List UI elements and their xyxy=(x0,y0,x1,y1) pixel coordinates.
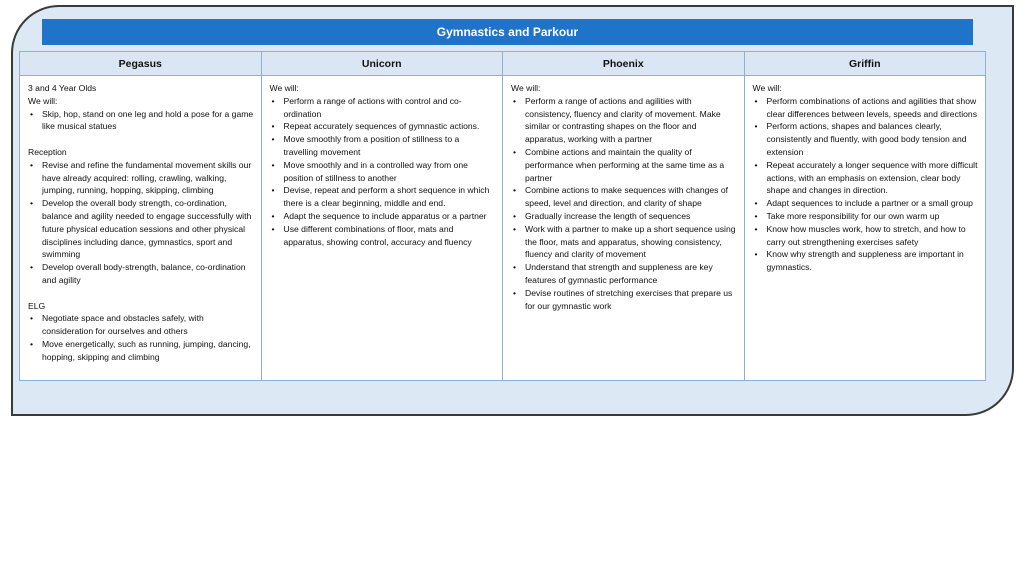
column-griffin xyxy=(745,52,986,380)
bullet-list xyxy=(270,95,497,249)
list-item: • Perform actions, shapes and balances clearly, consistently and fluently, with good body tension and extension xyxy=(753,120,980,158)
list-item: • Move smoothly from a position of stillness to a travelling movement xyxy=(270,133,497,159)
list-item: • Skip, hop, stand on one leg and hold a pose for a game like musical statues xyxy=(28,108,255,134)
column-body xyxy=(262,76,503,252)
bullet-list xyxy=(28,312,255,363)
column-phoenix xyxy=(503,52,745,380)
list-item: • Negotiate space and obstacles safely, with consideration for ourselves and others xyxy=(28,312,255,338)
we-will-label: We will: xyxy=(511,83,541,93)
list-item: • Repeat accurately sequences of gymnastic actions. xyxy=(270,120,497,133)
column-body xyxy=(745,76,986,278)
column-pegasus xyxy=(20,52,262,380)
list-item: • Devise routines of stretching exercises that prepare us for our gymnastic work xyxy=(511,287,738,313)
list-item: • Move smoothly and in a controlled way from one position of stillness to another xyxy=(270,159,497,185)
column-header: Unicorn xyxy=(262,52,503,76)
bullet-list xyxy=(753,95,980,274)
list-item: • Develop overall body-strength, balance, co-ordination and agility xyxy=(28,261,255,287)
list-item: • Repeat accurately a longer sequence with more difficult actions, with an emphasis on extension, clear body shape and changes in direction. xyxy=(753,159,980,197)
we-will-label: We will: xyxy=(269,83,299,93)
list-item: • Perform a range of actions and agilities with consistency, fluency and clarity of movement. Make similar or contrasting shapes on the floor and apparatus, working with a partner xyxy=(511,95,738,146)
section-label: ELG xyxy=(28,300,46,311)
list-item: • Adapt sequences to include a partner or a small group xyxy=(753,197,980,210)
page-title: Gymnastics and Parkour xyxy=(42,19,973,45)
list-item: • Move energetically, such as running, jumping, dancing, hopping, skipping and climbing xyxy=(28,338,255,364)
list-item: • Know why strength and suppleness are important in gymnastics. xyxy=(753,248,980,274)
list-item: • Develop the overall body strength, co-ordination, balance and agility needed to engage successfully with future physical education sessions and other physical disciplines including dance, gymnastics, sport and swimming xyxy=(28,197,255,261)
column-unicorn xyxy=(262,52,504,380)
we-will-label: We will: xyxy=(28,95,58,106)
list-item: • Know how muscles work, how to stretch, and how to carry out strengthening exercises safety xyxy=(753,223,980,249)
column-header: Griffin xyxy=(745,52,986,76)
section-label: Reception xyxy=(28,146,67,157)
column-body xyxy=(503,76,744,316)
list-item: • Adapt the sequence to include apparatus or a partner xyxy=(270,210,497,223)
bullet-list xyxy=(28,159,255,287)
list-item: • Perform combinations of actions and agilities that show clear differences between levels, speeds and directions xyxy=(753,95,980,121)
list-item: • Use different combinations of floor, mats and apparatus, showing control, accuracy and fluency xyxy=(270,223,497,249)
column-body xyxy=(20,76,261,368)
curriculum-table xyxy=(19,51,986,381)
list-item: • Work with a partner to make up a short sequence using the floor, mats and apparatus, showing consistency, fluency and clarity of movement xyxy=(511,223,738,261)
column-header: Pegasus xyxy=(20,52,261,76)
list-item: • Combine actions and maintain the quality of performance when performing at the same time as a partner xyxy=(511,146,738,184)
we-will-label: We will: xyxy=(752,83,782,93)
bullet-list xyxy=(511,95,738,313)
list-item: • Devise, repeat and perform a short sequence in which there is a clear beginning, middle and end. xyxy=(270,184,497,210)
list-item: • Combine actions to make sequences with changes of speed, level and direction, and clarity of shape xyxy=(511,184,738,210)
list-item: • Gradually increase the length of sequences xyxy=(511,210,738,223)
list-item: • Understand that strength and suppleness are key features of gymnastic performance xyxy=(511,261,738,287)
bullet-list xyxy=(28,108,255,134)
column-header: Phoenix xyxy=(503,52,744,76)
intro-text: 3 and 4 Year Olds xyxy=(28,83,97,93)
list-item: • Take more responsibility for our own warm up xyxy=(753,210,980,223)
list-item: • Perform a range of actions with control and co-ordination xyxy=(270,95,497,121)
list-item: • Revise and refine the fundamental movement skills our have already acquired: rolling, crawling, walking, jumping, running, hopping, skipping, climbing xyxy=(28,159,255,197)
